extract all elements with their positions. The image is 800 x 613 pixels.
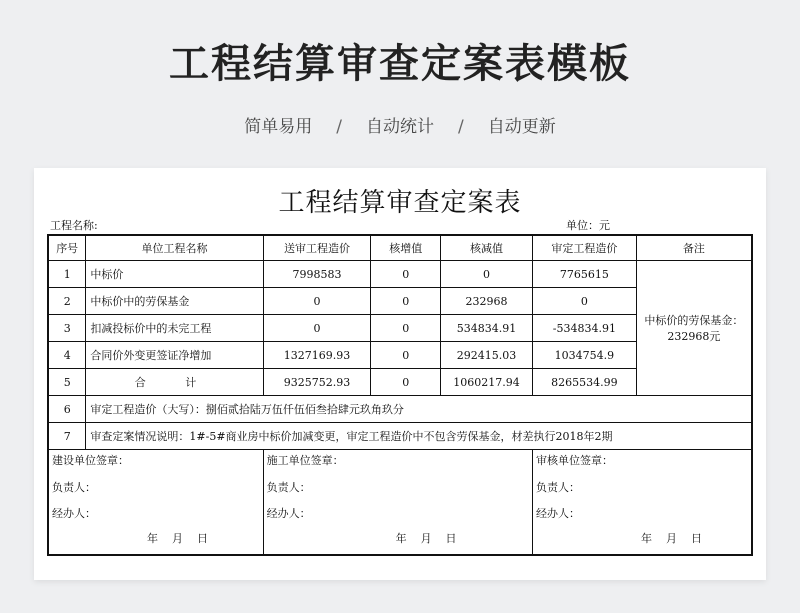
cell-name: 中标价中的劳保基金 [86,288,263,315]
cell-submitted: 9325752.93 [263,369,371,396]
total-label: 合 计 [134,376,215,389]
contractor-seal-label: 施工单位签章： [266,454,344,467]
cell-no: 6 [48,396,86,423]
col-header-increase: 核增值 [371,235,441,261]
signature-block-contractor [263,450,532,556]
cell-decrease: 292415.03 [441,342,533,369]
cell-increase: 0 [371,315,441,342]
table-row-capital-amount [48,396,752,423]
cell-name-total [86,369,263,396]
auditor-date-label: 年 月 日 [640,532,702,545]
tag-auto-update: 自动更新 [487,117,556,137]
cell-name: 合同价外变更签证净增加 [86,342,263,369]
table-row-explanation [48,423,752,450]
page-banner-title: 工程结算审查定案表模板 [169,41,631,87]
cell-decrease: 0 [441,261,533,288]
table-row [48,261,752,288]
tag-auto-stats: 自动统计 [366,117,434,137]
col-header-decrease: 核减值 [441,235,533,261]
document-sheet [34,168,766,580]
cell-name: 扣减投标价中的未完工程 [86,315,263,342]
cell-approved: -534834.91 [532,315,636,342]
settlement-table [47,234,753,556]
contractor-handler-label: 经办人： [266,507,311,520]
col-header-approved: 审定工程造价 [532,235,636,261]
unit-label: 单位：元 [566,219,610,232]
cell-increase: 0 [371,261,441,288]
cell-no: 5 [48,369,86,396]
cell-remark: 中标价的劳保基金：232968元 [636,261,752,396]
project-name-label: 工程名称: [50,219,98,232]
cell-approved: 7765615 [532,261,636,288]
cell-decrease: 534834.91 [441,315,533,342]
tagline [0,112,800,137]
signature-block-auditor [532,450,752,556]
cell-decrease: 1060217.94 [441,369,533,396]
cell-no: 3 [48,315,86,342]
tag-easy: 简单易用 [244,117,313,137]
cell-no: 2 [48,288,86,315]
auditor-seal-label: 审核单位签章： [535,454,613,467]
sheet-title: 工程结算审查定案表 [278,188,522,218]
contractor-manager-label: 负责人： [266,481,311,494]
tag-separator: / [458,117,464,137]
capital-amount-text: 审定工程造价（大写）：捌佰贰拾陆万伍仟伍佰叁拾肆元玖角玖分 [86,396,752,423]
cell-submitted: 7998583 [263,261,371,288]
builder-manager-label: 负责人： [52,481,96,494]
auditor-handler-label: 经办人： [535,507,580,520]
contractor-date-label: 年 月 日 [395,532,457,545]
col-header-no: 序号 [48,235,86,261]
col-header-name: 单位工程名称 [86,235,263,261]
explanation-text: 审查定案情况说明：1#-5#商业房中标价加减变更，审定工程造价中不包含劳保基金，材差执行2018年2期 [86,423,752,450]
cell-approved: 8265534.99 [532,369,636,396]
builder-handler-label: 经办人： [52,507,96,520]
tag-separator: / [336,117,342,137]
cell-name: 中标价 [86,261,263,288]
builder-seal-label: 建设单位签章： [52,454,129,467]
cell-submitted: 1327169.93 [263,342,371,369]
signature-block-builder [48,450,263,556]
cell-submitted: 0 [263,315,371,342]
cell-submitted: 0 [263,288,371,315]
cell-no: 7 [48,423,86,450]
cell-no: 4 [48,342,86,369]
col-header-remark: 备注 [636,235,752,261]
table-header-row [48,235,752,261]
builder-date-label: 年 月 日 [147,532,208,545]
cell-no: 1 [48,261,86,288]
auditor-manager-label: 负责人： [535,481,580,494]
cell-increase: 0 [371,369,441,396]
cell-approved: 1034754.9 [532,342,636,369]
signature-row [48,450,752,556]
cell-decrease: 232968 [441,288,533,315]
col-header-submitted: 送审工程造价 [263,235,371,261]
cell-increase: 0 [371,288,441,315]
cell-increase: 0 [371,342,441,369]
cell-approved: 0 [532,288,636,315]
